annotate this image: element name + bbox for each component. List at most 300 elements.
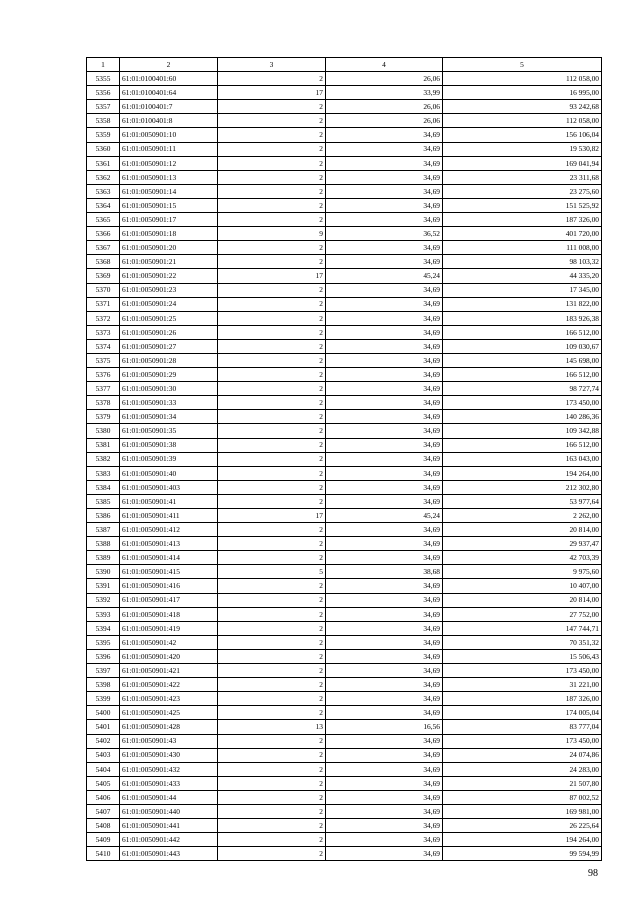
- cadastral-number-cell: 61:01:0050901:41: [120, 494, 218, 508]
- group-cell: 17: [218, 86, 326, 100]
- table-row: [87, 368, 602, 382]
- table-row: [87, 424, 602, 438]
- group-cell: 2: [218, 410, 326, 424]
- cadastral-number-cell: 61:01:0050901:442: [120, 833, 218, 847]
- table-row: [87, 353, 602, 367]
- cadastral-value-cell: 194 264,00: [443, 466, 602, 480]
- cadastral-number-cell: 61:01:0100401:60: [120, 72, 218, 86]
- row-number-cell: 5363: [87, 184, 120, 198]
- cadastral-value-cell: 19 530,82: [443, 142, 602, 156]
- specific-value-cell: 34,69: [326, 790, 443, 804]
- cadastral-value-cell: 145 698,00: [443, 353, 602, 367]
- table-row: [87, 480, 602, 494]
- column-header-1: 1: [87, 58, 120, 72]
- group-cell: 2: [218, 480, 326, 494]
- cadastral-number-cell: 61:01:0050901:13: [120, 170, 218, 184]
- specific-value-cell: 45,24: [326, 509, 443, 523]
- cadastral-number-cell: 61:01:0050901:20: [120, 241, 218, 255]
- group-cell: 2: [218, 621, 326, 635]
- group-cell: 5: [218, 565, 326, 579]
- cadastral-number-cell: 61:01:0050901:415: [120, 565, 218, 579]
- table-row: [87, 241, 602, 255]
- table-row: [87, 593, 602, 607]
- specific-value-cell: 34,69: [326, 706, 443, 720]
- cadastral-number-cell: 61:01:0050901:12: [120, 156, 218, 170]
- table-row: [87, 734, 602, 748]
- table-row: [87, 339, 602, 353]
- cadastral-number-cell: 61:01:0050901:412: [120, 523, 218, 537]
- row-number-cell: 5401: [87, 720, 120, 734]
- group-cell: 17: [218, 509, 326, 523]
- table-row: [87, 283, 602, 297]
- row-number-cell: 5374: [87, 339, 120, 353]
- row-number-cell: 5397: [87, 664, 120, 678]
- table-row: [87, 607, 602, 621]
- specific-value-cell: 34,69: [326, 748, 443, 762]
- table-row: [87, 297, 602, 311]
- row-number-cell: 5375: [87, 353, 120, 367]
- group-cell: 2: [218, 537, 326, 551]
- specific-value-cell: 26,06: [326, 72, 443, 86]
- cadastral-number-cell: 61:01:0050901:29: [120, 368, 218, 382]
- cadastral-value-cell: 212 302,80: [443, 480, 602, 494]
- cadastral-value-cell: 147 744,71: [443, 621, 602, 635]
- cadastral-value-cell: 131 822,00: [443, 297, 602, 311]
- cadastral-number-cell: 61:01:0050901:42: [120, 635, 218, 649]
- cadastral-number-cell: 61:01:0050901:421: [120, 664, 218, 678]
- cadastral-number-cell: 61:01:0050901:10: [120, 128, 218, 142]
- cadastral-number-cell: 61:01:0050901:25: [120, 311, 218, 325]
- specific-value-cell: 34,69: [326, 833, 443, 847]
- group-cell: 2: [218, 325, 326, 339]
- row-number-cell: 5406: [87, 790, 120, 804]
- row-number-cell: 5394: [87, 621, 120, 635]
- cadastral-number-cell: 61:01:0100401:7: [120, 100, 218, 114]
- group-cell: 2: [218, 156, 326, 170]
- cadastral-value-table: [86, 57, 602, 861]
- specific-value-cell: 34,69: [326, 537, 443, 551]
- table-body: [87, 72, 602, 861]
- cadastral-number-cell: 61:01:0050901:21: [120, 255, 218, 269]
- row-number-cell: 5385: [87, 494, 120, 508]
- table-row: [87, 523, 602, 537]
- table-row: [87, 833, 602, 847]
- specific-value-cell: 34,69: [326, 621, 443, 635]
- row-number-cell: 5409: [87, 833, 120, 847]
- specific-value-cell: 34,69: [326, 184, 443, 198]
- group-cell: 2: [218, 804, 326, 818]
- specific-value-cell: 34,69: [326, 776, 443, 790]
- cadastral-value-cell: 23 275,60: [443, 184, 602, 198]
- table-row: [87, 776, 602, 790]
- row-number-cell: 5378: [87, 396, 120, 410]
- table-row: [87, 170, 602, 184]
- cadastral-number-cell: 61:01:0050901:419: [120, 621, 218, 635]
- row-number-cell: 5376: [87, 368, 120, 382]
- specific-value-cell: 34,69: [326, 607, 443, 621]
- cadastral-value-cell: 140 286,36: [443, 410, 602, 424]
- row-number-cell: 5404: [87, 762, 120, 776]
- cadastral-number-cell: 61:01:0050901:34: [120, 410, 218, 424]
- specific-value-cell: 34,69: [326, 593, 443, 607]
- cadastral-number-cell: 61:01:0100401:64: [120, 86, 218, 100]
- group-cell: 2: [218, 635, 326, 649]
- cadastral-value-cell: 187 326,00: [443, 213, 602, 227]
- group-cell: 2: [218, 424, 326, 438]
- group-cell: 2: [218, 297, 326, 311]
- table-row: [87, 847, 602, 861]
- cadastral-number-cell: 61:01:0100401:8: [120, 114, 218, 128]
- cadastral-number-cell: 61:01:0050901:433: [120, 776, 218, 790]
- cadastral-value-cell: 10 407,00: [443, 579, 602, 593]
- cadastral-number-cell: 61:01:0050901:30: [120, 382, 218, 396]
- row-number-cell: 5379: [87, 410, 120, 424]
- table-row: [87, 762, 602, 776]
- group-cell: 2: [218, 72, 326, 86]
- group-cell: 2: [218, 142, 326, 156]
- row-number-cell: 5400: [87, 706, 120, 720]
- table-row: [87, 410, 602, 424]
- table-row: [87, 579, 602, 593]
- group-cell: 2: [218, 551, 326, 565]
- cadastral-value-cell: 9 975,60: [443, 565, 602, 579]
- group-cell: 2: [218, 255, 326, 269]
- specific-value-cell: 34,69: [326, 368, 443, 382]
- cadastral-number-cell: 61:01:0050901:23: [120, 283, 218, 297]
- group-cell: 2: [218, 664, 326, 678]
- table-row: [87, 382, 602, 396]
- cadastral-value-cell: 173 450,00: [443, 396, 602, 410]
- table-row: [87, 227, 602, 241]
- group-cell: 2: [218, 607, 326, 621]
- cadastral-number-cell: 61:01:0050901:430: [120, 748, 218, 762]
- cadastral-number-cell: 61:01:0050901:18: [120, 227, 218, 241]
- row-number-cell: 5377: [87, 382, 120, 396]
- specific-value-cell: 34,69: [326, 339, 443, 353]
- group-cell: 2: [218, 762, 326, 776]
- group-cell: 2: [218, 184, 326, 198]
- row-number-cell: 5383: [87, 466, 120, 480]
- row-number-cell: 5384: [87, 480, 120, 494]
- table-row: [87, 86, 602, 100]
- cadastral-value-cell: 112 058,00: [443, 114, 602, 128]
- row-number-cell: 5402: [87, 734, 120, 748]
- specific-value-cell: 34,69: [326, 255, 443, 269]
- group-cell: 2: [218, 368, 326, 382]
- cadastral-value-cell: 21 507,80: [443, 776, 602, 790]
- group-cell: 17: [218, 269, 326, 283]
- specific-value-cell: 34,69: [326, 128, 443, 142]
- cadastral-value-cell: 169 041,94: [443, 156, 602, 170]
- table-row: [87, 748, 602, 762]
- specific-value-cell: 34,69: [326, 480, 443, 494]
- specific-value-cell: 34,69: [326, 635, 443, 649]
- cadastral-value-cell: 187 326,00: [443, 692, 602, 706]
- cadastral-number-cell: 61:01:0050901:33: [120, 396, 218, 410]
- specific-value-cell: 34,69: [326, 551, 443, 565]
- specific-value-cell: 34,69: [326, 156, 443, 170]
- table-row: [87, 790, 602, 804]
- table-row: [87, 551, 602, 565]
- row-number-cell: 5388: [87, 537, 120, 551]
- table-row: [87, 72, 602, 86]
- row-number-cell: 5410: [87, 847, 120, 861]
- specific-value-cell: 34,69: [326, 424, 443, 438]
- group-cell: 2: [218, 241, 326, 255]
- cadastral-number-cell: 61:01:0050901:15: [120, 198, 218, 212]
- cadastral-value-cell: 151 525,92: [443, 198, 602, 212]
- cadastral-number-cell: 61:01:0050901:22: [120, 269, 218, 283]
- row-number-cell: 5398: [87, 678, 120, 692]
- cadastral-value-cell: 83 777,04: [443, 720, 602, 734]
- group-cell: 13: [218, 720, 326, 734]
- cadastral-number-cell: 61:01:0050901:432: [120, 762, 218, 776]
- cadastral-value-cell: 98 103,32: [443, 255, 602, 269]
- specific-value-cell: 33,99: [326, 86, 443, 100]
- group-cell: 9: [218, 227, 326, 241]
- cadastral-value-cell: 16 995,00: [443, 86, 602, 100]
- row-number-cell: 5403: [87, 748, 120, 762]
- specific-value-cell: 34,69: [326, 438, 443, 452]
- column-header-4: 4: [326, 58, 443, 72]
- group-cell: 2: [218, 452, 326, 466]
- specific-value-cell: 34,69: [326, 649, 443, 663]
- table-row: [87, 664, 602, 678]
- table-row: [87, 621, 602, 635]
- specific-value-cell: 34,69: [326, 579, 443, 593]
- row-number-cell: 5386: [87, 509, 120, 523]
- row-number-cell: 5372: [87, 311, 120, 325]
- cadastral-number-cell: 61:01:0050901:413: [120, 537, 218, 551]
- specific-value-cell: 34,69: [326, 198, 443, 212]
- table-row: [87, 537, 602, 551]
- group-cell: 2: [218, 523, 326, 537]
- specific-value-cell: 34,69: [326, 804, 443, 818]
- row-number-cell: 5362: [87, 170, 120, 184]
- table-row: [87, 649, 602, 663]
- group-cell: 2: [218, 678, 326, 692]
- cadastral-number-cell: 61:01:0050901:418: [120, 607, 218, 621]
- table-row: [87, 128, 602, 142]
- table-row: [87, 198, 602, 212]
- cadastral-number-cell: 61:01:0050901:443: [120, 847, 218, 861]
- group-cell: 2: [218, 382, 326, 396]
- row-number-cell: 5368: [87, 255, 120, 269]
- cadastral-value-cell: 112 058,00: [443, 72, 602, 86]
- cadastral-number-cell: 61:01:0050901:26: [120, 325, 218, 339]
- header-row: [87, 58, 602, 72]
- group-cell: 2: [218, 847, 326, 861]
- group-cell: 2: [218, 339, 326, 353]
- specific-value-cell: 38,68: [326, 565, 443, 579]
- table-row: [87, 466, 602, 480]
- cadastral-number-cell: 61:01:0050901:17: [120, 213, 218, 227]
- specific-value-cell: 34,69: [326, 170, 443, 184]
- cadastral-value-cell: 53 977,64: [443, 494, 602, 508]
- cadastral-number-cell: 61:01:0050901:440: [120, 804, 218, 818]
- specific-value-cell: 34,69: [326, 692, 443, 706]
- cadastral-number-cell: 61:01:0050901:28: [120, 353, 218, 367]
- page-number: 98: [588, 868, 598, 879]
- specific-value-cell: 34,69: [326, 452, 443, 466]
- cadastral-number-cell: 61:01:0050901:44: [120, 790, 218, 804]
- specific-value-cell: 34,69: [326, 664, 443, 678]
- cadastral-value-cell: 20 814,00: [443, 523, 602, 537]
- group-cell: 2: [218, 692, 326, 706]
- row-number-cell: 5390: [87, 565, 120, 579]
- table-row: [87, 692, 602, 706]
- table-row: [87, 565, 602, 579]
- cadastral-number-cell: 61:01:0050901:27: [120, 339, 218, 353]
- cadastral-number-cell: 61:01:0050901:39: [120, 452, 218, 466]
- row-number-cell: 5373: [87, 325, 120, 339]
- cadastral-value-cell: 109 342,88: [443, 424, 602, 438]
- table-row: [87, 255, 602, 269]
- table-row: [87, 396, 602, 410]
- cadastral-value-cell: 174 005,04: [443, 706, 602, 720]
- row-number-cell: 5393: [87, 607, 120, 621]
- group-cell: 2: [218, 649, 326, 663]
- cadastral-value-cell: 194 264,00: [443, 833, 602, 847]
- row-number-cell: 5380: [87, 424, 120, 438]
- cadastral-number-cell: 61:01:0050901:428: [120, 720, 218, 734]
- group-cell: 2: [218, 748, 326, 762]
- specific-value-cell: 26,06: [326, 100, 443, 114]
- group-cell: 2: [218, 734, 326, 748]
- specific-value-cell: 26,06: [326, 114, 443, 128]
- cadastral-value-cell: 401 720,00: [443, 227, 602, 241]
- column-header-5: 5: [443, 58, 602, 72]
- row-number-cell: 5399: [87, 692, 120, 706]
- row-number-cell: 5395: [87, 635, 120, 649]
- group-cell: 2: [218, 593, 326, 607]
- table-row: [87, 706, 602, 720]
- row-number-cell: 5396: [87, 649, 120, 663]
- specific-value-cell: 34,69: [326, 396, 443, 410]
- group-cell: 2: [218, 396, 326, 410]
- specific-value-cell: 16,56: [326, 720, 443, 734]
- specific-value-cell: 34,69: [326, 734, 443, 748]
- column-header-3: 3: [218, 58, 326, 72]
- specific-value-cell: 34,69: [326, 311, 443, 325]
- cadastral-value-cell: 93 242,68: [443, 100, 602, 114]
- table-row: [87, 142, 602, 156]
- cadastral-number-cell: 61:01:0050901:425: [120, 706, 218, 720]
- cadastral-value-cell: 166 512,00: [443, 368, 602, 382]
- row-number-cell: 5391: [87, 579, 120, 593]
- cadastral-value-cell: 87 002,52: [443, 790, 602, 804]
- cadastral-value-cell: 2 262,00: [443, 509, 602, 523]
- specific-value-cell: 34,69: [326, 382, 443, 396]
- cadastral-number-cell: 61:01:0050901:14: [120, 184, 218, 198]
- cadastral-value-cell: 163 043,00: [443, 452, 602, 466]
- cadastral-value-cell: 169 981,00: [443, 804, 602, 818]
- table-row: [87, 114, 602, 128]
- row-number-cell: 5359: [87, 128, 120, 142]
- cadastral-value-cell: 29 937,47: [443, 537, 602, 551]
- row-number-cell: 5369: [87, 269, 120, 283]
- cadastral-number-cell: 61:01:0050901:38: [120, 438, 218, 452]
- group-cell: 2: [218, 819, 326, 833]
- table-row: [87, 184, 602, 198]
- group-cell: 2: [218, 706, 326, 720]
- row-number-cell: 5370: [87, 283, 120, 297]
- group-cell: 2: [218, 833, 326, 847]
- table-header: [87, 58, 602, 72]
- row-number-cell: 5389: [87, 551, 120, 565]
- row-number-cell: 5361: [87, 156, 120, 170]
- table-row: [87, 438, 602, 452]
- cadastral-number-cell: 61:01:0050901:441: [120, 819, 218, 833]
- row-number-cell: 5407: [87, 804, 120, 818]
- cadastral-number-cell: 61:01:0050901:24: [120, 297, 218, 311]
- specific-value-cell: 34,69: [326, 762, 443, 776]
- cadastral-value-cell: 98 727,74: [443, 382, 602, 396]
- cadastral-number-cell: 61:01:0050901:35: [120, 424, 218, 438]
- cadastral-value-cell: 173 450,00: [443, 664, 602, 678]
- column-header-2: 2: [120, 58, 218, 72]
- specific-value-cell: 34,69: [326, 353, 443, 367]
- group-cell: 2: [218, 494, 326, 508]
- table-row: [87, 213, 602, 227]
- table-row: [87, 325, 602, 339]
- group-cell: 2: [218, 466, 326, 480]
- row-number-cell: 5387: [87, 523, 120, 537]
- specific-value-cell: 34,69: [326, 283, 443, 297]
- cadastral-value-cell: 27 752,00: [443, 607, 602, 621]
- cadastral-value-cell: 183 926,38: [443, 311, 602, 325]
- cadastral-number-cell: 61:01:0050901:420: [120, 649, 218, 663]
- group-cell: 2: [218, 438, 326, 452]
- row-number-cell: 5358: [87, 114, 120, 128]
- cadastral-value-cell: 70 351,32: [443, 635, 602, 649]
- row-number-cell: 5360: [87, 142, 120, 156]
- specific-value-cell: 34,69: [326, 213, 443, 227]
- row-number-cell: 5355: [87, 72, 120, 86]
- row-number-cell: 5381: [87, 438, 120, 452]
- group-cell: 2: [218, 128, 326, 142]
- cadastral-value-cell: 166 512,00: [443, 438, 602, 452]
- cadastral-value-cell: 166 512,00: [443, 325, 602, 339]
- cadastral-value-cell: 24 283,00: [443, 762, 602, 776]
- row-number-cell: 5408: [87, 819, 120, 833]
- row-number-cell: 5371: [87, 297, 120, 311]
- cadastral-value-cell: 111 008,00: [443, 241, 602, 255]
- specific-value-cell: 34,69: [326, 847, 443, 861]
- specific-value-cell: 34,69: [326, 325, 443, 339]
- cadastral-value-cell: 173 450,00: [443, 734, 602, 748]
- specific-value-cell: 34,69: [326, 466, 443, 480]
- cadastral-value-cell: 24 074,86: [443, 748, 602, 762]
- cadastral-value-cell: 99 594,99: [443, 847, 602, 861]
- group-cell: 2: [218, 283, 326, 297]
- cadastral-number-cell: 61:01:0050901:40: [120, 466, 218, 480]
- row-number-cell: 5366: [87, 227, 120, 241]
- group-cell: 2: [218, 114, 326, 128]
- specific-value-cell: 34,69: [326, 410, 443, 424]
- specific-value-cell: 34,69: [326, 297, 443, 311]
- cadastral-number-cell: 61:01:0050901:422: [120, 678, 218, 692]
- table-row: [87, 100, 602, 114]
- table-row: [87, 720, 602, 734]
- row-number-cell: 5364: [87, 198, 120, 212]
- cadastral-value-cell: 20 814,00: [443, 593, 602, 607]
- cadastral-number-cell: 61:01:0050901:403: [120, 480, 218, 494]
- cadastral-value-cell: 109 030,67: [443, 339, 602, 353]
- group-cell: 2: [218, 170, 326, 184]
- cadastral-number-cell: 61:01:0050901:414: [120, 551, 218, 565]
- cadastral-number-cell: 61:01:0050901:11: [120, 142, 218, 156]
